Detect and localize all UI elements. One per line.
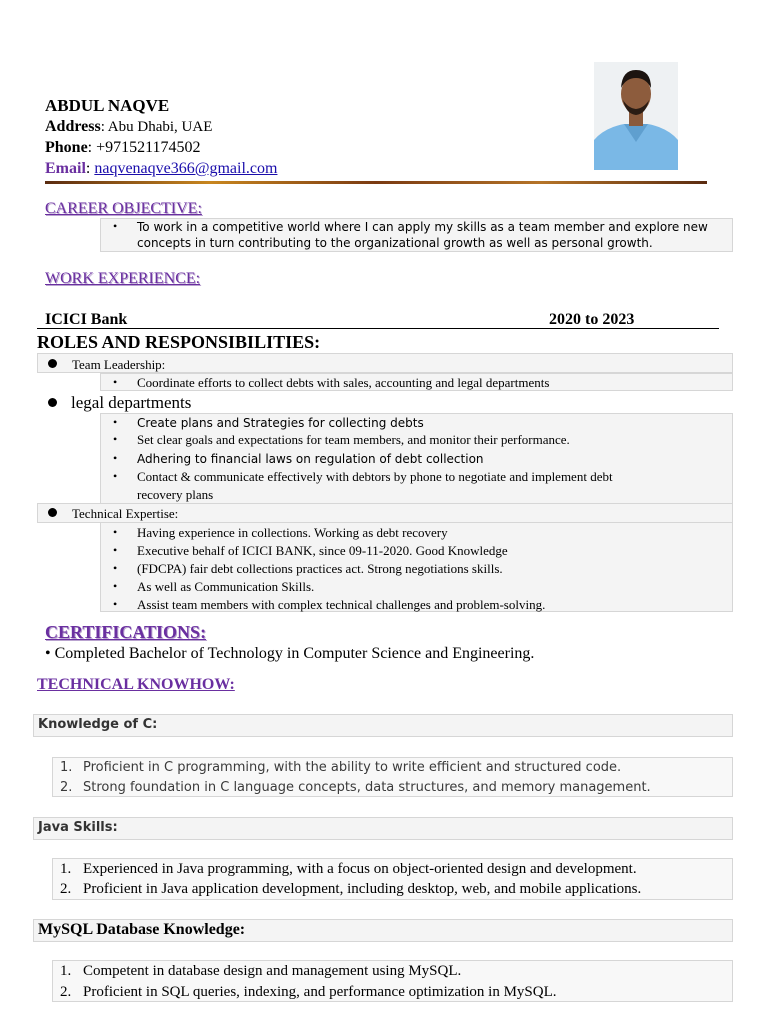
java-item-1: Experienced in Java programming, with a focus on object-oriented design and development. [83, 861, 637, 877]
person-photo-icon [594, 62, 678, 170]
java-skills-label: Java Skills: [38, 820, 118, 835]
email-sep: : [85, 160, 95, 177]
legal-item-1: Create plans and Strategies for collecting debts [137, 416, 424, 430]
list-number: 1. [60, 760, 73, 775]
team-leadership-label: Team Leadership: [72, 357, 166, 372]
tech-item-2: Executive behalf of ICICI BANK, since 09-11-2020. Good Knowledge [137, 543, 508, 558]
legal-item-4: Contact & communicate effectively with debtors by phone to negotiate and implement debt [137, 469, 613, 484]
work-experience-heading: WORK EXPERIENCE: [45, 270, 201, 287]
c-knowledge-label: Knowledge of C: [38, 717, 158, 732]
list-number: 2. [60, 984, 72, 1000]
java-item-2: Proficient in Java application development, including desktop, web, and mobile applications. [83, 881, 642, 897]
list-number: 1. [60, 963, 72, 979]
tech-item-1: Having experience in collections. Working as debt recovery [137, 525, 448, 540]
technical-expertise-label: Technical Expertise: [72, 506, 179, 521]
team-leadership-item: Coordinate efforts to collect debts with sales, accounting and legal departments [137, 375, 550, 390]
legal-item-2: Set clear goals and expectations for team members, and monitor their performance. [137, 432, 570, 447]
address-label: Address [45, 118, 101, 135]
bullet: • [113, 543, 118, 557]
address-value: : Abu Dhabi, UAE [100, 119, 213, 135]
tech-item-5: Assist team members with complex technical challenges and problem-solving. [137, 597, 546, 612]
bullet: • [113, 525, 118, 539]
legal-label: legal departments [71, 393, 192, 412]
bullet: • [113, 451, 118, 465]
employment-period: 2020 to 2023 [549, 311, 635, 328]
bullet: • [113, 415, 118, 429]
company-name: ICICI Bank [45, 311, 128, 328]
technical-expertise-bullet [48, 508, 57, 517]
candidate-name: ABDUL NAQVE [45, 96, 170, 115]
list-number: 2. [60, 881, 72, 897]
roles-heading: ROLES AND RESPONSIBILITIES: [37, 332, 321, 352]
phone-line [45, 139, 201, 157]
profile-photo [594, 62, 678, 170]
certifications-heading: CERTIFICATIONS: [45, 622, 207, 642]
list-number: 2. [60, 780, 73, 795]
phone-value: : +971521174502 [87, 139, 201, 156]
bullet: • [113, 469, 118, 483]
c-item-1: Proficient in C programming, with the ability to write efficient and structured code. [83, 760, 622, 775]
bullet: • [113, 432, 118, 446]
legal-item-3: Adhering to financial laws on regulation of debt collection [137, 452, 484, 466]
certification-item: • Completed Bachelor of Technology in Computer Science and Engineering. [45, 645, 535, 662]
mysql-item-2: Proficient in SQL queries, indexing, and performance optimization in MySQL. [83, 984, 557, 1000]
tech-item-4: As well as Communication Skills. [137, 579, 315, 594]
mysql-item-1: Competent in database design and management using MySQL. [83, 963, 462, 979]
objective-line-2: concepts in turn contributing to the organizational growth as well as personal growth. [137, 236, 653, 250]
c-item-2: Strong foundation in C language concepts, data structures, and memory management. [83, 780, 651, 795]
bullet: • [113, 375, 118, 389]
technical-knowhow-heading: TECHNICAL KNOWHOW: [37, 676, 235, 693]
company-underline [37, 328, 719, 329]
bullet: • [113, 597, 118, 611]
legal-item-4-cont: recovery plans [137, 487, 214, 502]
header-divider [45, 181, 707, 184]
objective-line-1: To work in a competitive world where I can apply my skills as a team member and explore new [137, 220, 708, 234]
list-number: 1. [60, 861, 72, 877]
email-label: Email [45, 160, 86, 177]
legal-bullet [48, 398, 57, 407]
java-skills-box [33, 817, 733, 840]
objective-bullet: • [113, 219, 118, 233]
email-link[interactable]: naqvenaqve366@gmail.com [94, 160, 278, 177]
tech-item-3: (FDCPA) fair debt collections practices act. Strong negotiations skills. [137, 561, 503, 576]
address-line [45, 118, 212, 136]
career-objective-heading: CAREER OBJECTIVE: [45, 200, 202, 217]
mysql-label: MySQL Database Knowledge: [38, 921, 246, 938]
phone-label: Phone [45, 139, 88, 156]
team-leadership-bullet [48, 359, 57, 368]
email-line [45, 160, 277, 178]
bullet: • [113, 561, 118, 575]
bullet: • [113, 579, 118, 593]
